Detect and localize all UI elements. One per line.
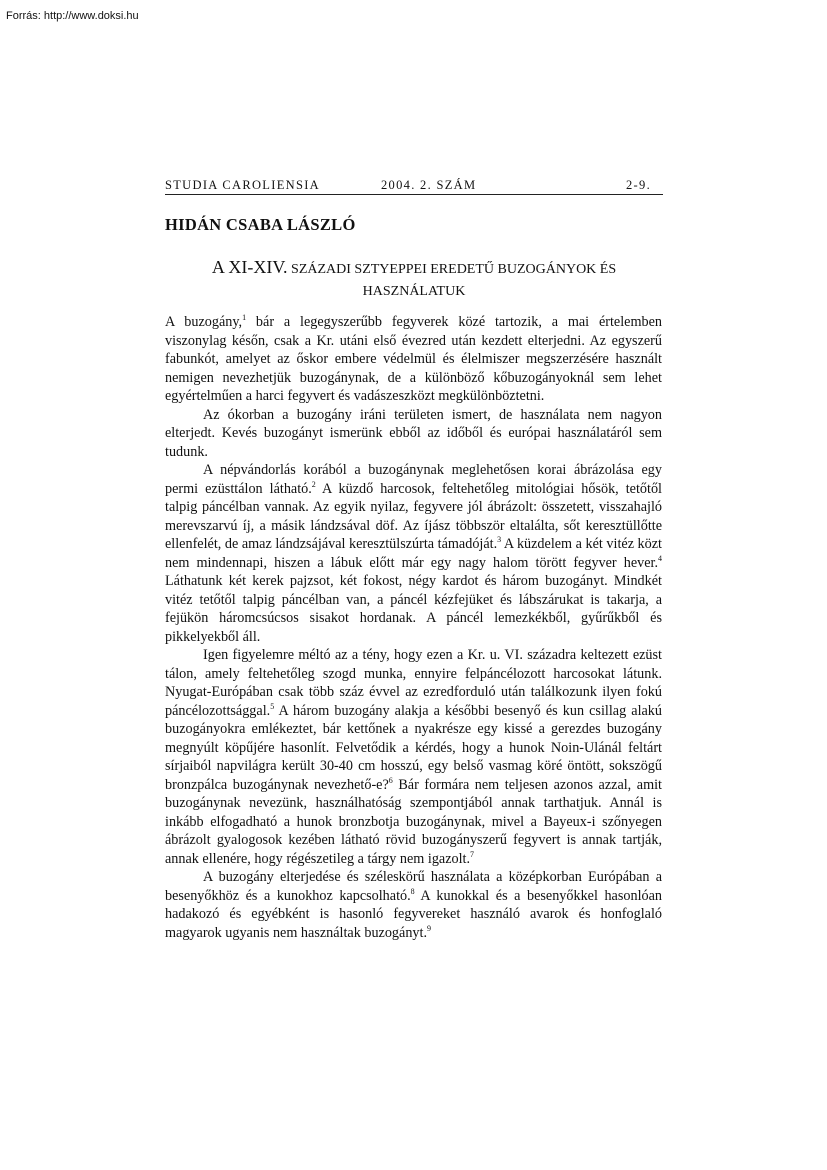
running-header — [165, 176, 663, 195]
title-line2: HASZNÁLATUK — [362, 284, 466, 299]
text-segment: A három buzogány alakja a későbbi besenyő és kun csillag alakú buzogányokra emlékeztet, bár kettőnek a nyakrésze egy kissé a gerezdes buzogány megnyúlt köpűjére hasonlít. Felvetődik a kérdés, hogy a hunok Noin-Ulánál feltárt sírjaiból napvilágra került 30-40 cm hosszú, egy belső vasmag köré öntött, sokszögű bronzpálca buzogánynak nevezhető-e? — [165, 702, 662, 793]
page-range: 2-9. — [626, 178, 651, 192]
article-body — [165, 313, 662, 942]
footnote-ref: 3 — [497, 535, 502, 544]
title-part1: A XI-XIV. — [211, 257, 288, 277]
text-segment: Igen figyelemre méltó az a tény, hogy ezen a Kr. u. VI. századra keltezett ezüst tálon, amely feltehetőleg szogd munka, ennyire felpáncélozott harcosokat látunk. Nyugat-Európában csak több száz évvel az ezredforduló után találkozunk ilyen fokú páncélozottsággal. — [165, 647, 662, 719]
footnote-ref: 4 — [658, 553, 662, 563]
article-title — [165, 256, 663, 303]
paragraph — [165, 406, 662, 462]
journal-name: STUDIA CAROLIENSIA — [165, 178, 320, 192]
footnote-ref: 7 — [470, 849, 475, 859]
paragraph — [165, 313, 662, 406]
source-note: Forrás: http://www.doksi.hu — [6, 10, 139, 22]
text-segment: A küzdő harcosok, feltehetőleg mitológiai hősök, tetőtől talpig páncélban vannak. Az egyik nyilaz, fegyvere jól ábrázolt: összetett, visszahajló merevszarvú íj, a másik lándzsával döf. Az íjász többször eltalálta, sőt keresztüllőtte ellenfelét, de amaz lándzsájával keresztülszúrta támadóját. — [165, 480, 662, 552]
footnote-ref: 2 — [311, 479, 316, 489]
text-segment: Az ókorban a buzogány iráni területen ismert, de használata nem nagyon elterjedt. Kevés buzogányt ismerünk ebből az időből és európai használatáról sem tudunk. — [165, 406, 662, 460]
paragraph — [165, 646, 662, 868]
text-segment: A kunokkal és a besenyőkkel hasonlóan hadakozó és egyébként is hasonló fegyvereket használó avarok és honfoglaló magyarok ugyanis nem használtak buzogányt. — [165, 887, 662, 941]
paragraph — [165, 868, 662, 942]
footnote-ref: 1 — [242, 313, 247, 322]
footnote-ref: 9 — [427, 923, 431, 933]
issue-number: 2004. 2. SZÁM — [381, 178, 477, 192]
footnote-ref: 5 — [270, 701, 275, 711]
text-segment: Bár formára nem teljesen azonos azzal, amit buzogánynak nevezünk, használhatóság szempontjából annak tarthatjuk. Annál is inkább elfogadható a hunok bronzbotja buzogánynak, mivel a Bayeux-i szőnyegen ábrázolt gyalogosok kezében látható rövid buzogányszerű fegyvert is annak tartják, annak ellenére, hogy régészetileg a tárgy nem igazolt. — [165, 776, 662, 867]
text-segment: A népvándorlás korából a buzogánynak meglehetősen korai ábrázolása egy permi ezüsttálon látható. — [165, 462, 662, 497]
title-part2: SZÁZADI SZTYEPPEI EREDETŰ BUZOGÁNYOK ÉS — [287, 262, 617, 277]
text-segment: Láthatunk két kerek pajzsot, két fokost, négy kardot és három buzogányt. Mindkét vitéz tetőtől talpig páncélban van, a páncél kézfejüket és lábszárukat is takarja, a fejükön háromcsúcsos sisakot hordanak. A páncél lemezkékből, gyűrűkből és pikkelyekből áll. — [165, 573, 662, 645]
paragraph — [165, 461, 662, 646]
footnote-ref: 6 — [388, 775, 393, 785]
text-segment: A küzdelem a két vitéz közt nem mindennapi, hiszen a lábuk előtt már egy nagy halom törött fegyver hever. — [165, 536, 662, 571]
text-segment: bár a legegyszerűbb fegyverek közé tartozik, a mai értelemben viszonylag későn, csak a Kr. utáni első évezred után kezdett elterjedni. Az egyszerű fabunkót, amelyet az őskor embere védelmül és élelmiszer megszerzésére használt nemigen nevezhetjük buzogánynak, de a különböző kőbuzogányoknál sem lehet egyértelműen a harci fegyvert és vadászeszközt megkülönböztetni. — [165, 314, 662, 404]
footnote-ref: 8 — [410, 886, 415, 896]
text-segment: A buzogány, — [165, 314, 243, 330]
author-name: HIDÁN CSABA LÁSZLÓ — [165, 215, 356, 234]
text-segment: A buzogány elterjedése és széleskörű használata a középkorban Európában a besenyőkhöz és a kunokhoz kapcsolható. — [165, 869, 662, 904]
